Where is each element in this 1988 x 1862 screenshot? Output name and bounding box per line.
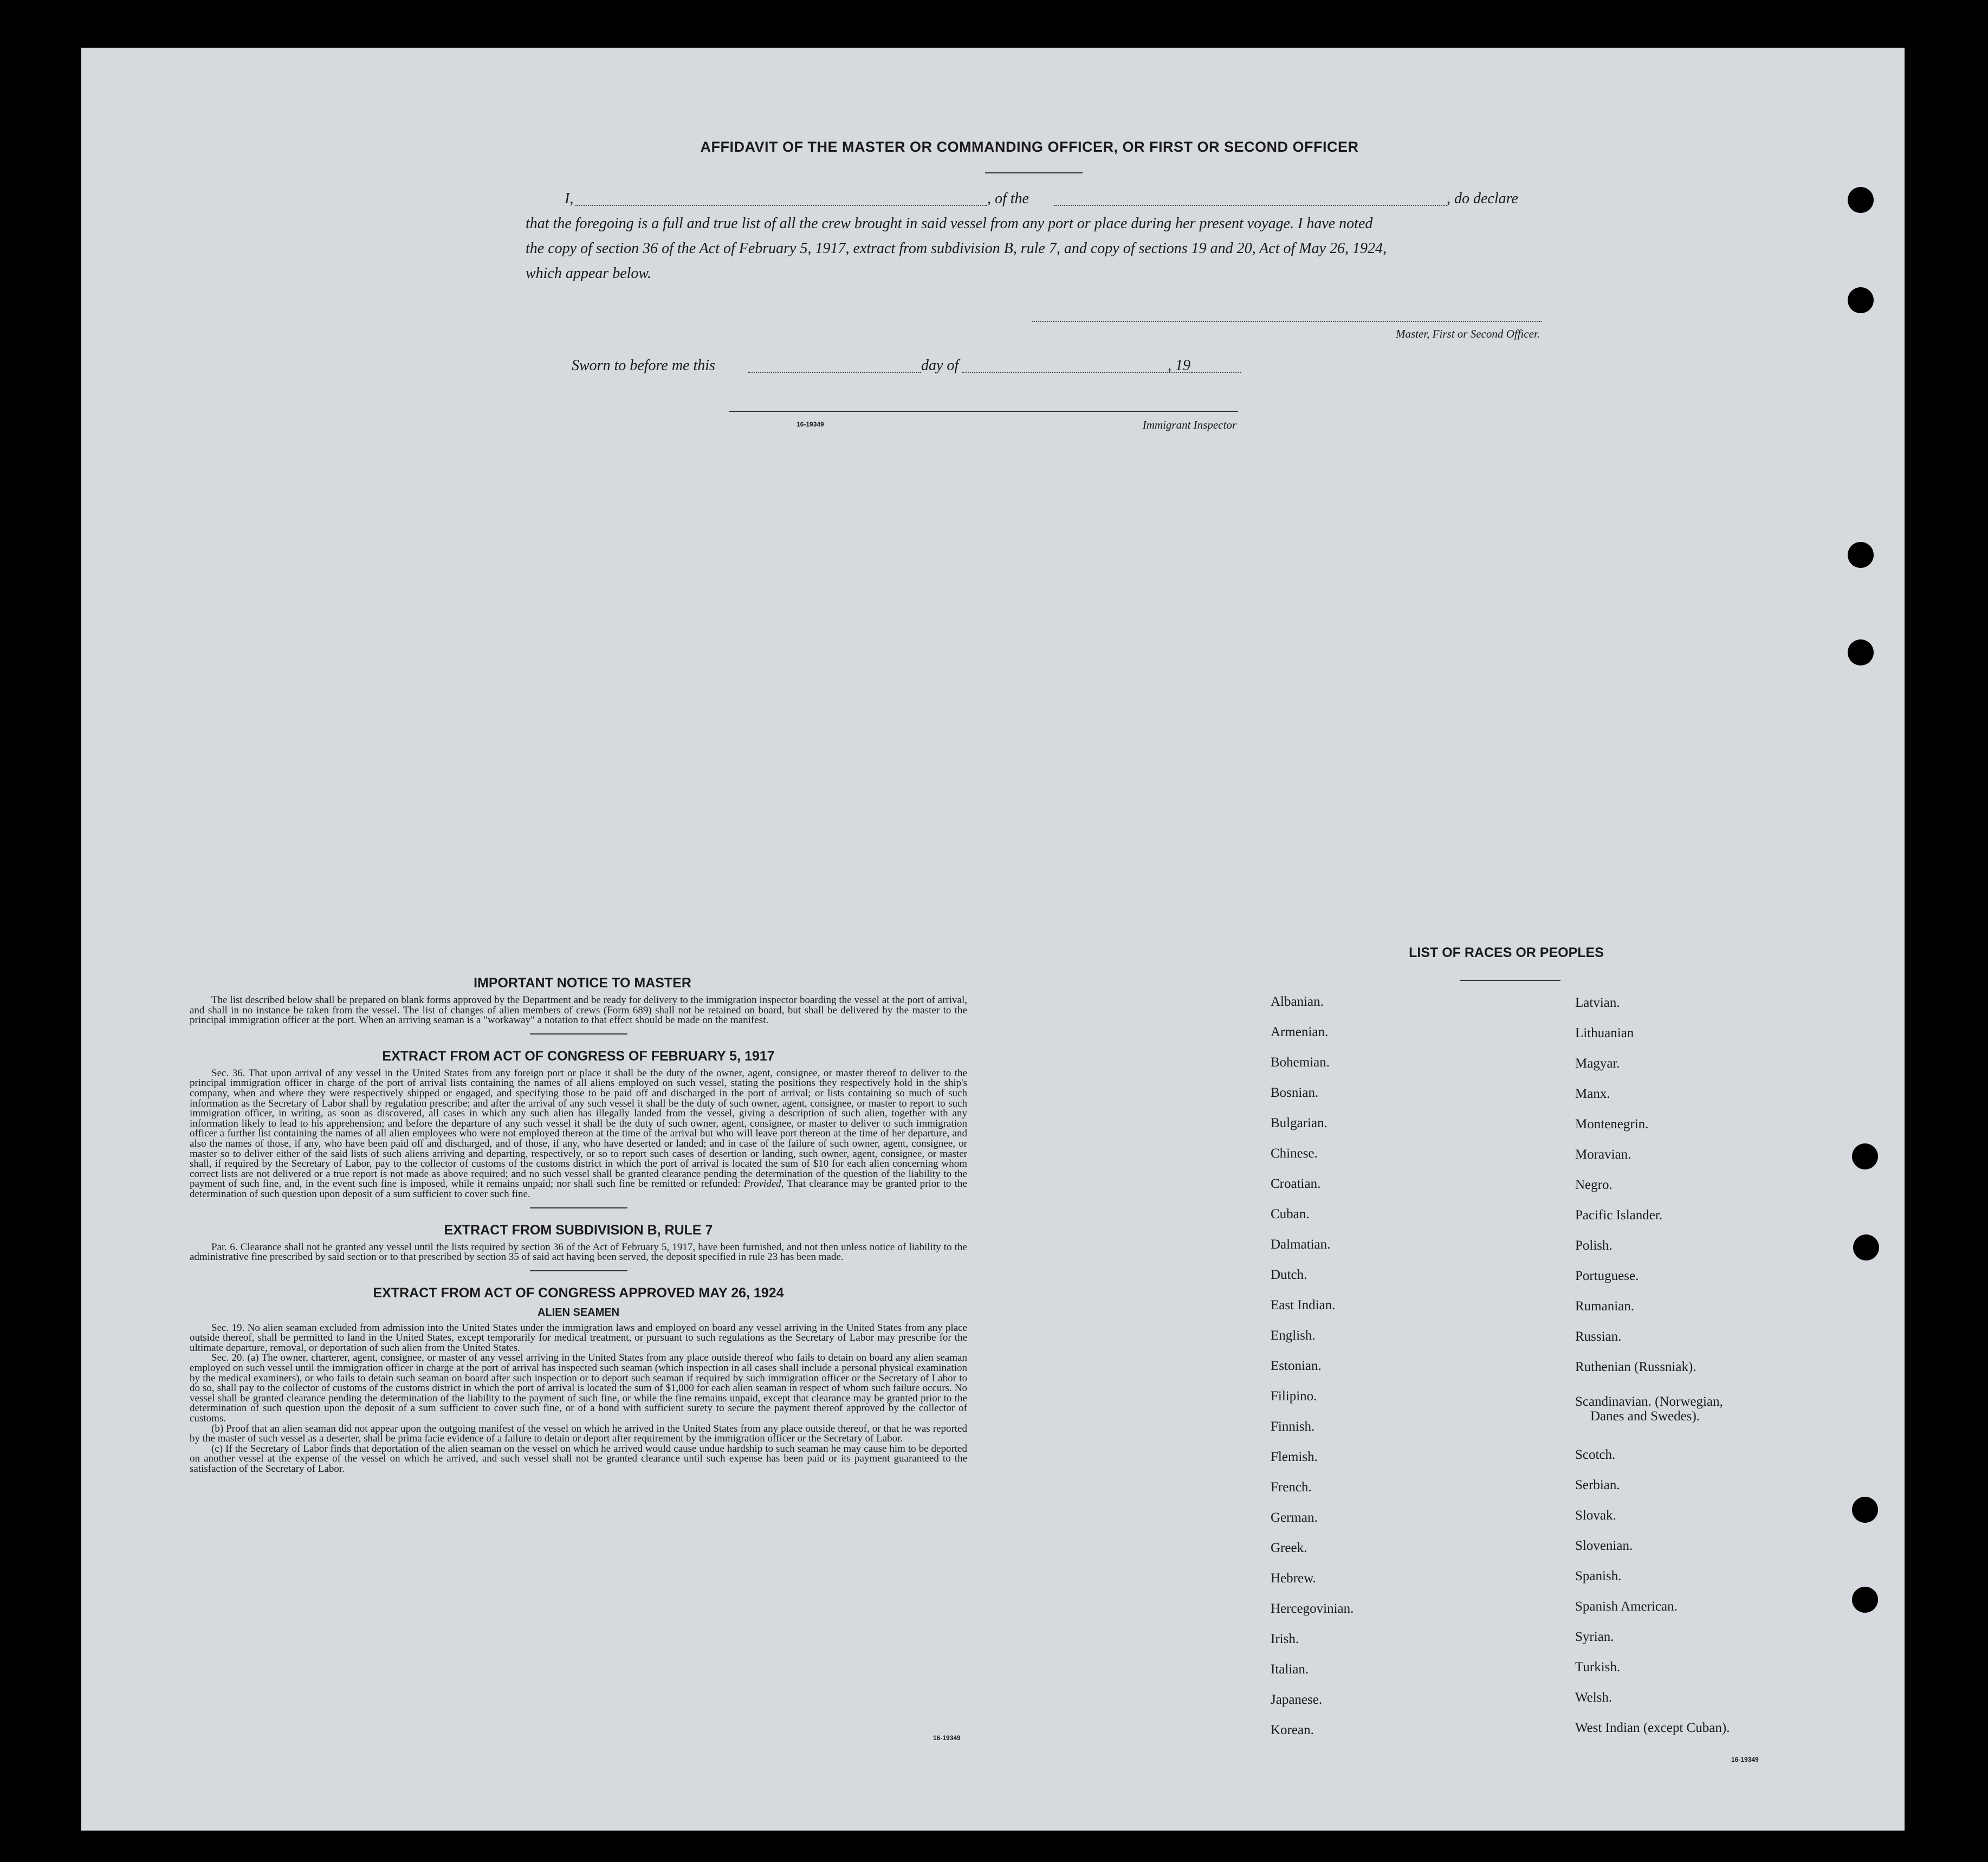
day-of-label: day of: [921, 357, 959, 374]
race-item: Turkish.: [1575, 1660, 1621, 1674]
race-item: Hercegovinian.: [1271, 1601, 1354, 1616]
race-item: German.: [1271, 1510, 1318, 1525]
master-signature-line[interactable]: [1032, 321, 1542, 322]
sec20a-text: Sec. 20. (a) The owner, charterer, agent, consignee, or master of any vessel arriving in the United States from any place outside thereof who fails to detain on board any alien seaman employed on such vessel until the immigration officer in charge at the port of arrival has inspected such seaman (which inspection in all cases shall include a personal physical examination by the medical examiners), or who fails to detain such seaman on board after such inspection or to deport such seaman if required by such immigration officer or the Secretary of Labor to do so, shall pay to the collector of customs of the customs district in which the port of arrival is located the sum of $1,000 for each alien seaman in respect of whom such failure occurs. No vessel shall be granted clearance pending the determination of the liability to the payment of such fine, or while the fine remains unpaid, except that clearance may be granted prior to the determination of such question upon the deposit of a sum sufficient to cover such fine, or of a bond with sufficient surety to secure the payment thereof approved by the collector of customs.: [190, 1352, 967, 1425]
binder-hole: [1852, 1497, 1878, 1523]
affidavit-body: [526, 211, 1544, 286]
inspector-label: Immigrant Inspector: [1142, 418, 1236, 431]
race-item: Russian.: [1575, 1329, 1622, 1344]
race-item: West Indian (except Cuban).: [1575, 1721, 1730, 1735]
divider: [530, 1033, 627, 1035]
notice-text: The list described below shall be prepared on blank forms approved by the Department and be ready for delivery to the immigration inspector boarding the vessel at the port of arrival, and shall in no instance be taken from the vessel. The list of changes of alien members of crews (Form 689) shall not be retained on board, but shall be delivered by the master to the principal immigration officer at the port. When an arriving seaman is a "workaway" a notation to that effect should be made on the manifest.: [190, 994, 967, 1026]
sworn-year-field[interactable]: [1192, 372, 1241, 373]
sec20c-text: (c) If the Secretary of Labor finds that deportation of the alien seaman on the vessel on which he arrived would cause undue hardship to such seaman he may cause him to be deported on another vessel at the expense of the vessel on which he arrived, and such vessel shall not be granted clearance until such expense has been paid or its payment guaranteed to the satisfaction of the Secretary of Labor.: [190, 1443, 967, 1475]
of-the-label: , of the: [987, 190, 1029, 207]
race-item: Japanese.: [1271, 1692, 1323, 1707]
race-item: Moravian.: [1575, 1147, 1631, 1162]
race-item: French.: [1271, 1480, 1312, 1495]
race-item: Syrian.: [1575, 1630, 1614, 1644]
race-item: Croatian.: [1271, 1176, 1321, 1191]
race-item-line: Danes and Swedes).: [1590, 1409, 1700, 1424]
race-item: Spanish American.: [1575, 1599, 1678, 1614]
binder-hole: [1852, 1143, 1878, 1169]
alien-seamen-subtitle: ALIEN SEAMEN: [537, 1306, 620, 1318]
race-item: Slovenian.: [1575, 1538, 1633, 1553]
races-column-1: [1271, 994, 1542, 1753]
race-item: English.: [1271, 1328, 1316, 1343]
sworn-label: Sworn to before me this: [572, 357, 715, 374]
race-item: Dalmatian.: [1271, 1237, 1331, 1252]
race-item: Serbian.: [1575, 1478, 1620, 1492]
affidavit-body-line: that the foregoing is a full and true list of all the crew brought in said vessel from any port or place during her present voyage. I have noted: [526, 215, 1373, 232]
extract-1924-title: EXTRACT FROM ACT OF CONGRESS APPROVED MAY 26, 1924: [373, 1285, 784, 1301]
sworn-day-field[interactable]: [748, 372, 921, 373]
race-item: Bosnian.: [1271, 1085, 1319, 1100]
races-column-2: [1575, 995, 1824, 1750]
race-item: Spanish.: [1575, 1569, 1622, 1583]
year-label: , 19: [1168, 357, 1190, 374]
i-label: I,: [565, 190, 574, 207]
extract-1917-text-before: Sec. 36. That upon arrival of any vessel in the United States from any foreign port or place it shall be the duty of the owner, agent, consignee, or master thereof to deliver to the principal immigration officer in charge of the port of arrival lists containing the names of all aliens employed on such vessel, stating the positions they respectively hold in the ship's company, when and where they were respectively shipped or engaged, and specifying those to be paid off and discharged in the port of arrival; or lists containing so much of such information as the Secretary of Labor shall by regulation prescribe; and after the arrival of any such vessel it shall be the duty of such owner, agent, consignee, or master to report to such immigration officer, in writing, as soon as discovered, all cases in which any such alien has illegally landed from the vessel, giving a description of such alien, together with any information likely to lead to his apprehension; and before the departure of any such vessel it shall be the duty of such owner, agent, consignee, or master to deliver to such immigration officer a further list containing the names of all alien employees who were not employed thereon at the time of the arrival but who will leave port thereon at the time of her departure, and also the names of those, if any, who have been paid off and discharged, and of those, if any, who have deserted or landed; and in case of the failure of such owner, agent, consignee, or master so to deliver either of the said lists of such aliens arriving and departing, respectively, or so to report such cases of desertion or landing, such owner, agent, consignee, or master shall, if required by the Secretary of Labor, pay to the collector of customs of the customs district in which the port of arrival is located the sum of $10 for each alien concerning whom correct lists are not delivered or a true report is not made as above required; and no such vessel shall be granted clearance pending the determination of the question of the liability to the payment of such fine, and, in the event such fine is imposed, while it remains unpaid; nor shall such fine be remitted or refunded:: [190, 1067, 967, 1190]
binder-hole: [1848, 542, 1874, 568]
race-item: Welsh.: [1575, 1690, 1613, 1705]
race-item: Scotch.: [1575, 1447, 1616, 1462]
race-item: Pacific Islander.: [1575, 1208, 1663, 1223]
affidavit-title: AFFIDAVIT OF THE MASTER OR COMMANDING OFFICER, OR FIRST OR SECOND OFFICER: [700, 139, 1359, 155]
race-item: Slovak.: [1575, 1508, 1616, 1523]
race-item: Irish.: [1271, 1632, 1299, 1646]
race-item: Portuguese.: [1575, 1269, 1639, 1283]
extract-1917-text-after: That clearance may be granted prior to the determination of such question upon deposit of a sum sufficient to cover such fine.: [190, 1178, 967, 1200]
race-item: Dutch.: [1271, 1268, 1307, 1282]
rule7-text: Par. 6. Clearance shall not be granted any vessel until the lists required by section 36 of the Act of February 5, 1917, have been furnished, and not then unless notice of liability to the administrative fine prescribed by said section or to that prescribed by section 35 of said act having been served, the deposit specified in rule 23 has been made.: [190, 1241, 967, 1263]
race-item: Korean.: [1271, 1723, 1314, 1737]
legal-column: [190, 975, 967, 1475]
sec20b-text: (b) Proof that an alien seaman did not appear upon the outgoing manifest of the vessel on which he arrived in the United States from any place outside thereof, or that he was reported by the master of such vessel as a deserter, shall be prima facie evidence of a failure to detain or deport after requirement by the immigration officer or the Secretary of Labor.: [190, 1423, 967, 1445]
inspector-signature-line[interactable]: [729, 411, 1238, 412]
affidavit-line1: [526, 186, 1544, 211]
binder-hole: [1848, 187, 1874, 213]
sec19-text: Sec. 19. No alien seaman excluded from admission into the United States under the immigration laws and employed on board any vessel arriving in the United States from any place outside thereof, shall be permitted to land in the United States, except temporarily for medical treatment, or pursuant to such regulations as the Secretary of Labor may prescribe for the ultimate departure, removal, or deportation of such alien from the United States.: [190, 1322, 967, 1354]
extract-1917-title: EXTRACT FROM ACT OF CONGRESS OF FEBRUARY 5, 1917: [382, 1048, 775, 1064]
races-title: LIST OF RACES OR PEOPLES: [1409, 945, 1604, 960]
race-item: Cuban.: [1271, 1207, 1310, 1221]
form-code: 16-19349: [1731, 1756, 1759, 1763]
divider: [530, 1207, 627, 1208]
race-item: Lithuanian: [1575, 1026, 1634, 1040]
race-item: Finnish.: [1271, 1419, 1315, 1434]
race-item: Polish.: [1575, 1238, 1613, 1253]
vessel-field[interactable]: [1054, 205, 1447, 206]
race-item: Flemish.: [1271, 1450, 1318, 1464]
binder-hole: [1853, 1234, 1879, 1260]
race-item: Manx.: [1575, 1087, 1610, 1101]
race-item: Chinese.: [1271, 1146, 1318, 1161]
race-item: Latvian.: [1575, 995, 1620, 1010]
race-item: Magyar.: [1575, 1056, 1620, 1071]
race-item: Rumanian.: [1575, 1299, 1635, 1314]
do-declare-label: , do declare: [1447, 190, 1518, 207]
race-item: Estonian.: [1271, 1359, 1322, 1373]
sworn-month-field[interactable]: [962, 372, 1192, 373]
binder-hole: [1848, 639, 1874, 665]
race-item: Negro.: [1575, 1178, 1613, 1192]
race-item: Montenegrin.: [1575, 1117, 1649, 1132]
race-item: Bohemian.: [1271, 1055, 1330, 1070]
race-item: Greek.: [1271, 1541, 1307, 1555]
race-item: Armenian.: [1271, 1025, 1329, 1039]
races-divider: [1460, 980, 1560, 981]
notice-title: IMPORTANT NOTICE TO MASTER: [474, 975, 691, 991]
title-divider: [985, 172, 1083, 173]
race-item: Filipino.: [1271, 1389, 1317, 1404]
affidavit-body-line: the copy of section 36 of the Act of February 5, 1917, extract from subdivision B, rule 7, and copy of sections 19 and 20, Act of May 26, 1924,: [526, 240, 1387, 257]
extract-1917-text: [190, 1069, 967, 1200]
race-item-line: Scandinavian. (Norwegian,: [1575, 1394, 1723, 1409]
binder-hole: [1848, 287, 1874, 313]
race-item: East Indian.: [1271, 1298, 1336, 1313]
form-code: 16-19349: [933, 1734, 961, 1742]
name-field[interactable]: [575, 205, 987, 206]
race-item: Italian.: [1271, 1662, 1309, 1677]
binder-hole: [1852, 1587, 1878, 1613]
divider: [530, 1270, 627, 1271]
rule7-title: EXTRACT FROM SUBDIVISION B, RULE 7: [444, 1222, 713, 1238]
affidavit-body-line: which appear below.: [526, 265, 652, 282]
race-item: Ruthenian (Russniak).: [1575, 1360, 1696, 1374]
race-item-scandinavian: [1575, 1389, 1824, 1447]
provided-word: Provided,: [743, 1178, 784, 1190]
master-signature-label: Master, First or Second Officer.: [1396, 327, 1540, 340]
race-item: Hebrew.: [1271, 1571, 1316, 1586]
race-item: Bulgarian.: [1271, 1116, 1328, 1130]
form-code: 16-19349: [797, 421, 824, 428]
race-item: Albanian.: [1271, 994, 1324, 1009]
sworn-line: [572, 353, 1276, 378]
